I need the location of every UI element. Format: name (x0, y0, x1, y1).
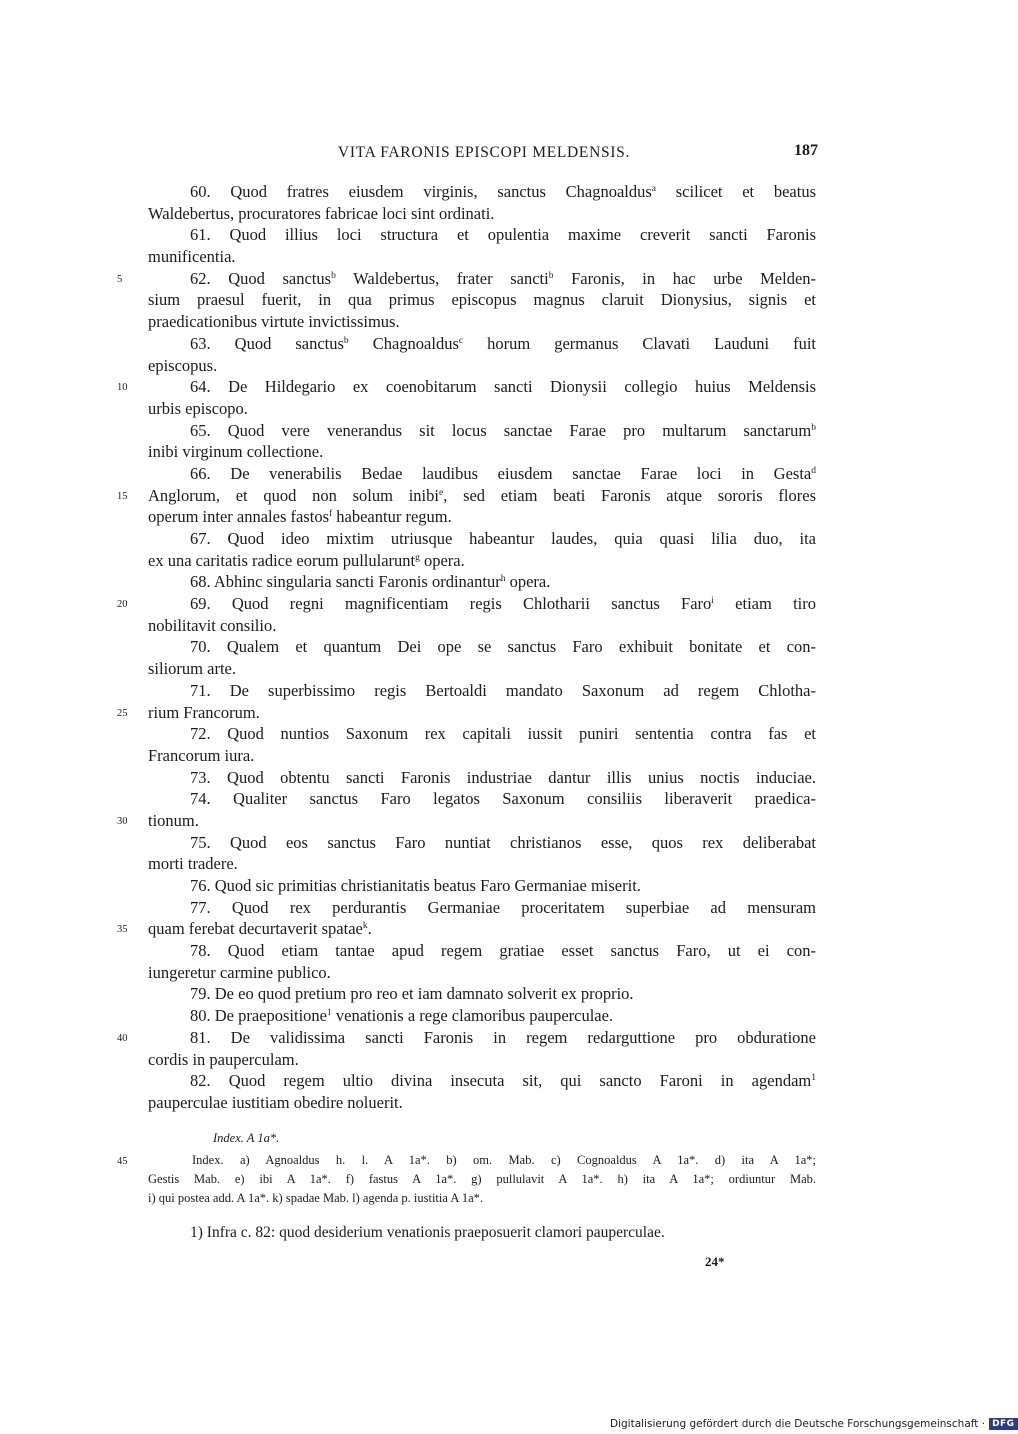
text-line: Waldebertus, procuratores fabricae loci sint ordinati. (148, 203, 495, 223)
line-number: 30 (117, 815, 128, 827)
page-number: 187 (794, 142, 818, 159)
text-line: 72. Quod nuntios Saxonum rex capitali iussit puniri sententia contra fas et (190, 724, 816, 744)
line-number: 20 (117, 599, 128, 611)
text-line: 5 62. Quod sanctus$^b$ Waldebertus, frater sancti$^b$ Faronis, in hac urbe Melden- (148, 268, 816, 290)
text-line: praedicationibus virtute invictissimus. (148, 312, 400, 332)
chapter-list (117, 181, 817, 1114)
apparatus-line: i) qui postea add. A 1a*. k) spadae Mab. l) agenda p. iustitia A 1a*. (148, 1191, 483, 1205)
line-number: 15 (117, 490, 128, 502)
line-number: 5 (117, 273, 123, 285)
text-line: 80. De praepositione$^1$ venationis a rege clamoribus pauperculae. (190, 1006, 614, 1026)
text-line: 76. Quod sic primitias christianitatis beatus Faro Germaniae miserit. (190, 876, 641, 895)
sheet-signature: 24* (705, 1254, 725, 1269)
text-line: operum inter annales fastos$^f$ habeantur regum. (148, 507, 452, 527)
text-line: urbis episcopo. (148, 398, 248, 418)
text-line: 73. Quod obtentu sancti Faronis industriae dantur illis unius noctis induciae. (190, 767, 816, 787)
text-line: 61. Quod illius loci structura et opulentia maxime creverit sancti Faronis (190, 225, 816, 245)
line-number: 35 (117, 924, 128, 936)
text-line: 10 64. De Hildegario ex coenobitarum sancti Dionysii collegio huius Meldensis (148, 376, 816, 398)
line-number: 45 (117, 1156, 128, 1167)
text-line: siliorum arte. (148, 659, 236, 679)
text-line: 40 81. De validissima sancti Faronis in regem redarguttione pro obduratione (148, 1027, 816, 1049)
apparatus-heading (213, 1131, 279, 1146)
text-line: nobilitavit consilio. (148, 615, 277, 635)
apparatus-label: Index. (213, 1131, 244, 1145)
text-line: 70. Qualem et quantum Dei ope se sanctus Faro exhibuit bonitate et con- (190, 637, 816, 657)
apparatus-siglum: A 1a*. (246, 1131, 280, 1145)
text-line: 66. De venerabilis Bedae laudibus eiusdem sanctae Farae loci in Gesta$^d$ (190, 463, 816, 483)
text-line: cordis in pauperculam. (148, 1049, 299, 1069)
text-line: munificentia. (148, 247, 236, 267)
text-line: 35 quam ferebat decurtaverit spatae$^k$. (148, 918, 816, 940)
text-line: sium praesul fuerit, in qua primus episcopus magnus claruit Dionysius, signis et (148, 290, 816, 310)
text-line: 78. Quod etiam tantae apud regem gratiae esset sanctus Faro, ut ei con- (190, 941, 816, 961)
text-line: 20 69. Quod regni magnificentiam regis Chlotharii sanctus Faro$^i$ etiam tiro (148, 593, 816, 615)
text-line: morti tradere. (148, 854, 238, 874)
page-header (148, 144, 820, 166)
text-line: 75. Quod eos sanctus Faro nuntiat christianos esse, quos rex deliberabat (190, 832, 816, 852)
text-line: 79. De eo quod pretium pro reo et iam damnato solverit ex proprio. (190, 984, 634, 1004)
dfg-logo: DFG (989, 1418, 1018, 1430)
footnote: 1) Infra c. 82: quod desiderium venationis praeposuerit clamori pauperculae. (190, 1224, 665, 1241)
text-line: 74. Qualiter sanctus Faro legatos Saxonum consiliis liberaverit praedica- (190, 789, 816, 809)
text-line: 30 tionum. (148, 810, 816, 832)
text-line: ex una caritatis radice eorum pullularunt$^g$ opera. (148, 550, 465, 570)
text-line: 60. Quod fratres eiusdem virginis, sanctus Chagnoaldus$^a$ scilicet et beatus (190, 182, 817, 201)
text-line: 63. Quod sanctus$^b$ Chagnoaldus$^c$ horum germanus Clavati Lauduni fuit (190, 333, 817, 353)
text-line: episcopus. (148, 355, 218, 375)
text-line: Francorum iura. (148, 745, 255, 765)
text-line: 82. Quod regem ultio divina insecuta sit, qui sancto Faroni in agendam$^1$ (190, 1071, 816, 1091)
line-number: 10 (117, 382, 128, 394)
text-line: 77. Quod rex perdurantis Germaniae proceritatem superbiae ad mensuram (190, 897, 816, 917)
line-number: 40 (117, 1032, 128, 1044)
text-line: 67. Quod ideo mixtim utriusque habeantur laudes, quia quasi lilia duo, ita (190, 529, 816, 548)
running-title: VITA FARONIS EPISCOPI MELDENSIS. (337, 144, 631, 161)
text-line: 71. De superbissimo regis Bertoaldi mandato Saxonum ad regem Chlotha- (190, 680, 816, 700)
digitization-credit (610, 1418, 1018, 1430)
text-line: pauperculae iustitiam obedire noluerit. (148, 1092, 403, 1112)
text-line: 65. Quod vere venerandus sit locus sanctae Farae pro multarum sanctarum$^b$ (190, 420, 816, 440)
line-number: 25 (117, 707, 128, 719)
critical-apparatus (117, 1151, 816, 1208)
text-line: inibi virginum collectione. (148, 442, 324, 462)
text-line: 25 rium Francorum. (148, 702, 816, 724)
apparatus-line: Gestis Mab. e) ibi A 1a*. f) fastus A 1a*. g) pullulavit A 1a*. h) ita A 1a*; ordiuntur Mab. (148, 1172, 816, 1186)
credit-text: Digitalisierung gefördert durch die Deutsche Forschungsgemeinschaft · (610, 1418, 986, 1430)
text-line: 15 Anglorum, et quod non solum inibi$^e$, sed etiam beati Faronis atque sororis flores (148, 485, 816, 507)
text-line: iungeretur carmine publico. (148, 962, 331, 982)
text-line: 68. Abhinc singularia sancti Faronis ordinantur$^h$ opera. (190, 572, 551, 592)
apparatus-line: 45 Index. a) Agnoaldus h. l. A 1a*. b) om. Mab. c) Cognoaldus A 1a*. d) ita A 1a*; (148, 1151, 816, 1170)
